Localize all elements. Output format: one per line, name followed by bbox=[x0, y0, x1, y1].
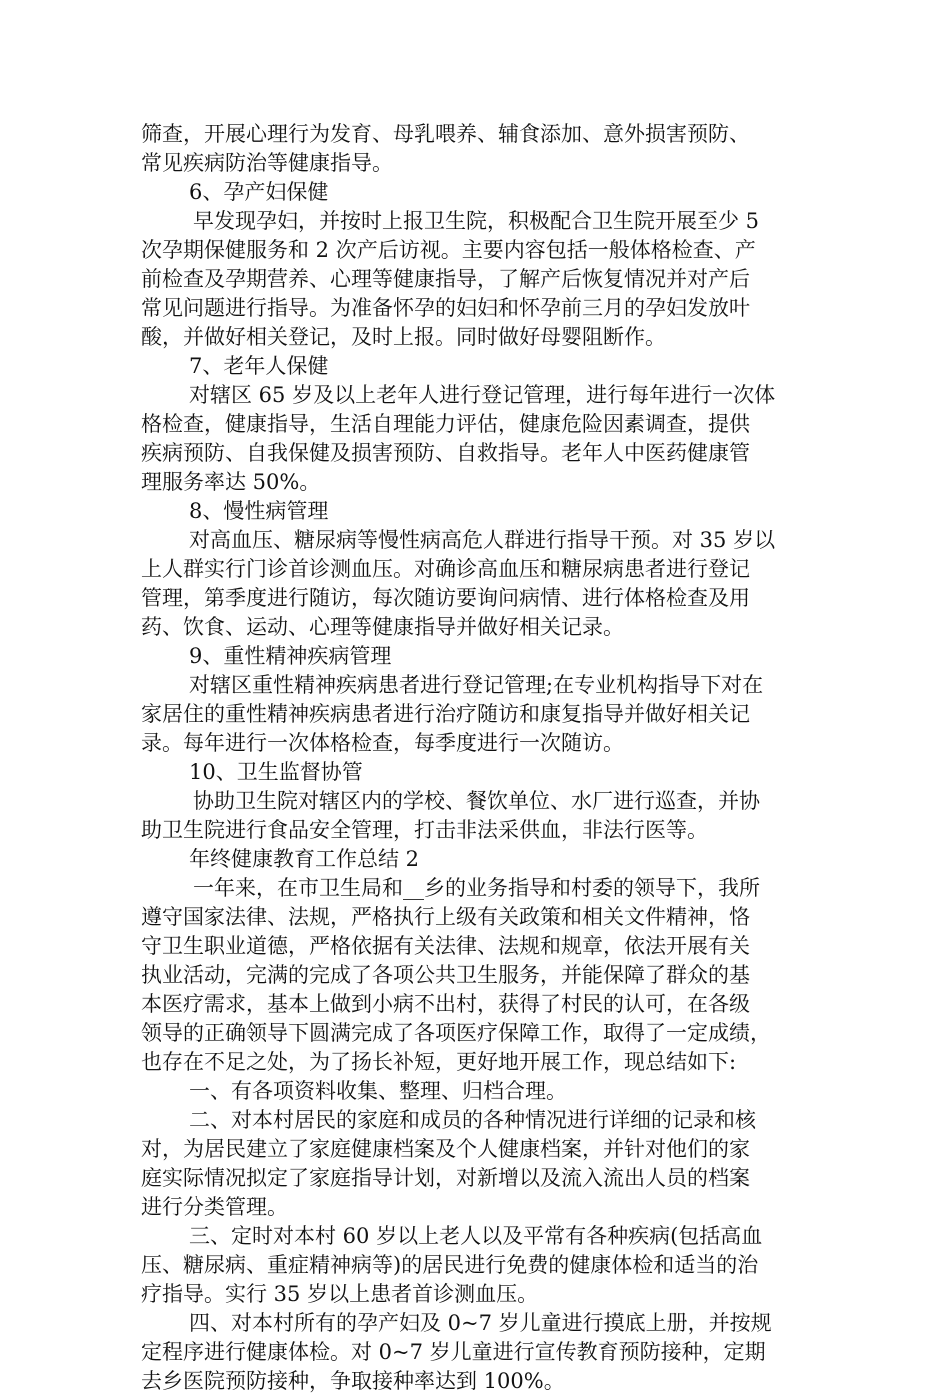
text-line: 药、饮食、运动、心理等健康指导并做好相关记录。 bbox=[141, 615, 624, 639]
text-line: 格检查，健康指导，生活自理能力评估，健康危险因素调查，提供 bbox=[141, 412, 750, 436]
text-line: 一、有各项资料收集、整理、归档合理。 bbox=[189, 1079, 567, 1103]
text-line: 年终健康教育工作总结 2 bbox=[189, 847, 420, 871]
text-line: 早发现孕妇，并按时上报卫生院，积极配合卫生院开展至少 5 bbox=[193, 209, 760, 233]
text-line: 领导的正确领导下圆满完成了各项医疗保障工作，取得了一定成绩， bbox=[141, 1021, 771, 1045]
text-line: 定程序进行健康体检。对 0~7 岁儿童进行宣传教育预防接种，定期 bbox=[141, 1340, 766, 1364]
text-line: 守卫生职业道德，严格依据有关法律、法规和规章，依法开展有关 bbox=[141, 934, 750, 958]
text-line: 执业活动，完满的完成了各项公共卫生服务，并能保障了群众的基 bbox=[141, 963, 750, 987]
text-line: 对高血压、糖尿病等慢性病高危人群进行指导干预。对 35 岁以 bbox=[189, 528, 776, 552]
document-body bbox=[141, 120, 821, 1396]
text-line: 进行分类管理。 bbox=[141, 1195, 288, 1219]
text-line: 家居住的重性精神疾病患者进行治疗随访和康复指导并做好相关记 bbox=[141, 702, 750, 726]
text-line: 庭实际情况拟定了家庭指导计划，对新增以及流入流出人员的档案 bbox=[141, 1166, 750, 1190]
text-line: 6、孕产妇保健 bbox=[189, 180, 329, 204]
text-line: 次孕期保健服务和 2 次产后访视。主要内容包括一般体格检查、产 bbox=[141, 238, 756, 262]
text-line: 管理，第季度进行随访，每次随访要询问病情、进行体格检查及用 bbox=[141, 586, 750, 610]
text-line: 酸，并做好相关登记，及时上报。同时做好母婴阻断作。 bbox=[141, 325, 666, 349]
text-line: 一年来，在市卫生局和__乡的业务指导和村委的领导下，我所 bbox=[193, 876, 760, 900]
text-line: 常见疾病防治等健康指导。 bbox=[141, 151, 393, 175]
text-line: 上人群实行门诊首诊测血压。对确诊高血压和糖尿病患者进行登记 bbox=[141, 557, 750, 581]
text-line: 疾病预防、自我保健及损害预防、自救指导。老年人中医药健康管 bbox=[141, 441, 750, 465]
text-line: 对辖区 65 岁及以上老年人进行登记管理，进行每年进行一次体 bbox=[189, 383, 776, 407]
text-line: 四、对本村所有的孕产妇及 0~7 岁儿童进行摸底上册，并按规 bbox=[189, 1311, 772, 1335]
text-line: 遵守国家法律、法规，严格执行上级有关政策和相关文件精神，恪 bbox=[141, 905, 750, 929]
text-line: 三、定时对本村 60 岁以上老人以及平常有各种疾病(包括高血 bbox=[189, 1224, 763, 1248]
text-line: 疗指导。实行 35 岁以上患者首诊测血压。 bbox=[141, 1282, 539, 1306]
text-line: 助卫生院进行食品安全管理，打击非法采供血，非法行医等。 bbox=[141, 818, 708, 842]
text-line: 7、老年人保健 bbox=[189, 354, 329, 378]
text-line: 前检查及孕期营养、心理等健康指导，了解产后恢复情况并对产后 bbox=[141, 267, 750, 291]
text-line: 录。每年进行一次体格检查，每季度进行一次随访。 bbox=[141, 731, 624, 755]
text-line: 去乡医院预防接种，争取接种率达到 100%。 bbox=[141, 1369, 565, 1393]
text-line: 二、对本村居民的家庭和成员的各种情况进行详细的记录和核 bbox=[189, 1108, 756, 1132]
text-line: 压、糖尿病、重症精神病等)的居民进行免费的健康体检和适当的治 bbox=[141, 1253, 759, 1277]
text-line: 也存在不足之处，为了扬长补短，更好地开展工作，现总结如下: bbox=[141, 1050, 737, 1074]
text-line: 理服务率达 50%。 bbox=[141, 470, 321, 494]
text-line: 本医疗需求，基本上做到小病不出村，获得了村民的认可，在各级 bbox=[141, 992, 750, 1016]
text-line: 常见问题进行指导。为准备怀孕的妇妇和怀孕前三月的孕妇发放叶 bbox=[141, 296, 750, 320]
text-line: 对，为居民建立了家庭健康档案及个人健康档案，并针对他们的家 bbox=[141, 1137, 750, 1161]
text-line: 筛查，开展心理行为发育、母乳喂养、辅食添加、意外损害预防、 bbox=[141, 122, 750, 146]
text-line: 9、重性精神疾病管理 bbox=[189, 644, 392, 668]
text-line: 10、卫生监督协管 bbox=[189, 760, 363, 784]
text-line: 8、慢性病管理 bbox=[189, 499, 329, 523]
text-line: 协助卫生院对辖区内的学校、餐饮单位、水厂进行巡查，并协 bbox=[193, 789, 760, 813]
text-line: 对辖区重性精神疾病患者进行登记管理;在专业机构指导下对在 bbox=[189, 673, 764, 697]
